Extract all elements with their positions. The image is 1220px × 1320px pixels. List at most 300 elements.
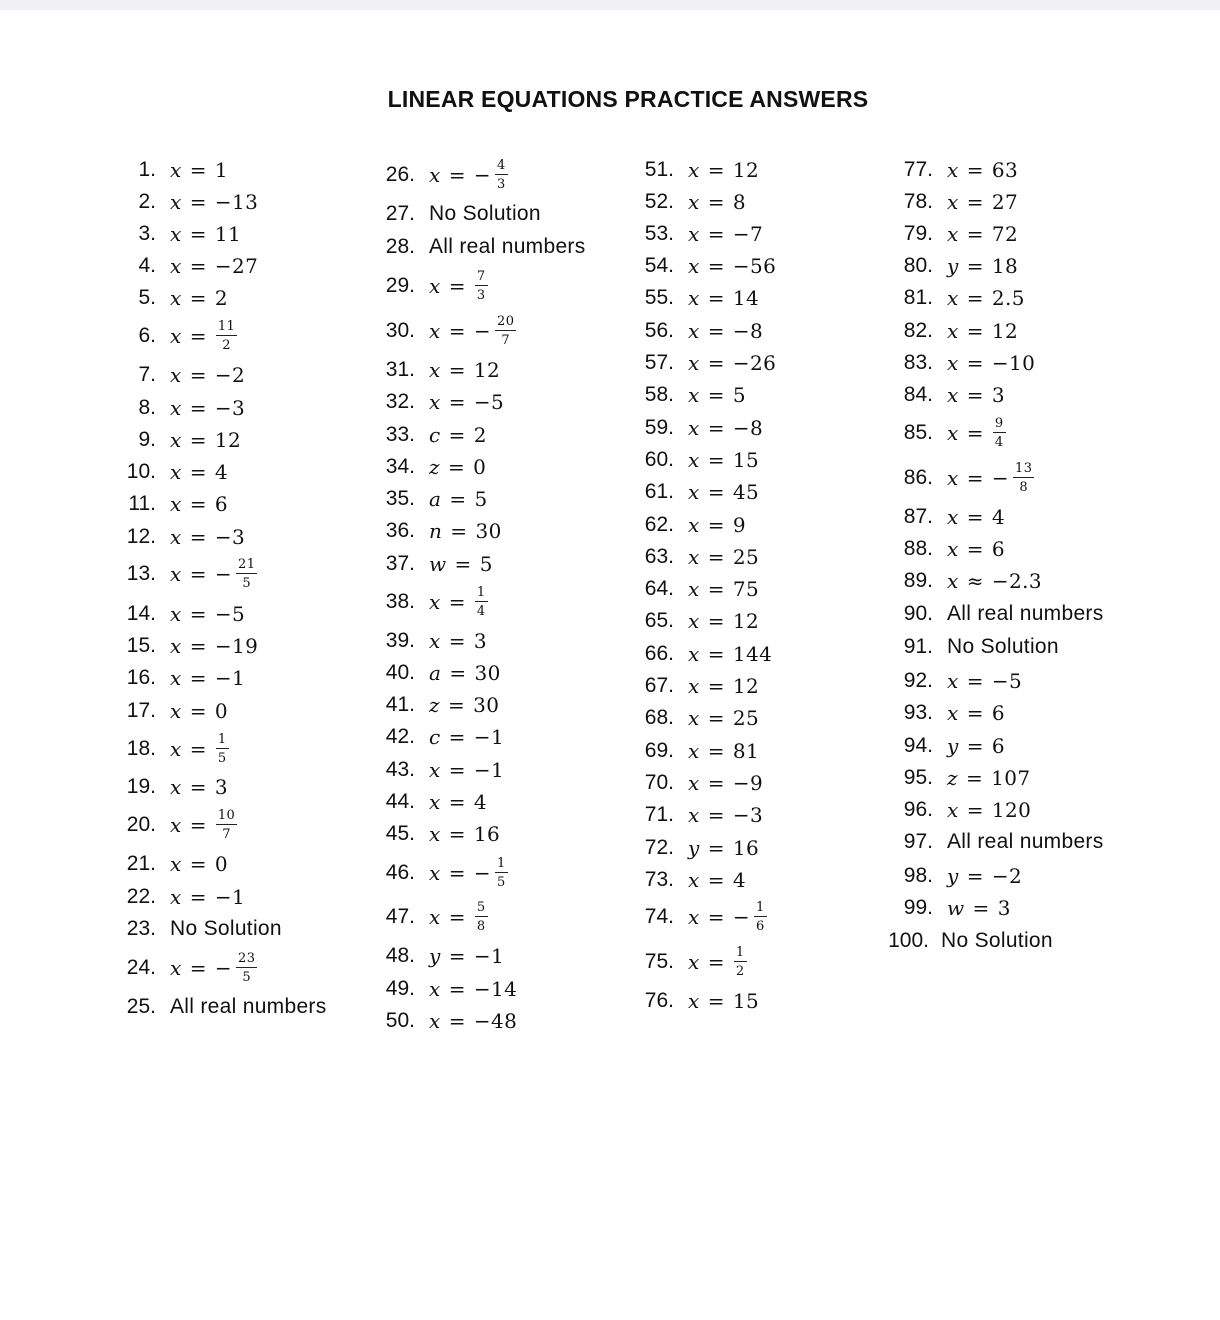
answer-number: 96. <box>903 798 933 821</box>
answer-equation <box>688 771 763 795</box>
relation-sign: = <box>448 423 466 447</box>
variable: x <box>429 861 441 885</box>
fraction-denominator: 8 <box>476 919 486 934</box>
answer-item <box>630 416 763 440</box>
answer-item <box>112 286 228 310</box>
variable: x <box>688 771 700 795</box>
relation-sign: = <box>447 693 466 717</box>
variable: x <box>947 798 959 822</box>
relation-sign: = <box>448 390 466 414</box>
answer-text: All real numbers <box>429 235 586 258</box>
fraction-denominator: 5 <box>497 875 506 890</box>
answer-value: −5 <box>214 602 246 626</box>
answer-item <box>371 519 502 543</box>
variable: y <box>947 864 959 888</box>
answer-number: 82. <box>903 319 933 342</box>
answer-equation <box>429 358 500 382</box>
answer-value: 14 <box>732 286 760 310</box>
answer-number: 2. <box>138 190 156 213</box>
variable: x <box>947 158 959 182</box>
negative-sign: − <box>732 905 751 929</box>
answer-item <box>630 642 772 666</box>
variable: x <box>688 416 700 440</box>
answer-item <box>889 505 1005 529</box>
answer-item <box>371 977 517 1001</box>
answer-item <box>630 448 759 472</box>
answer-value: −9 <box>732 771 764 795</box>
relation-sign: = <box>189 525 207 549</box>
variable: x <box>688 319 700 343</box>
answer-value: −8 <box>732 416 764 440</box>
relation-sign: = <box>189 492 207 516</box>
variable: x <box>429 163 441 187</box>
answer-item <box>112 460 228 484</box>
fraction-denominator: 3 <box>476 288 486 303</box>
relation-sign: = <box>966 190 984 214</box>
answer-value: 75 <box>732 577 760 601</box>
answer-equation <box>429 270 488 302</box>
variable: x <box>947 383 959 407</box>
answer-item <box>371 586 488 618</box>
answer-value: −1 <box>214 885 246 909</box>
answer-item <box>112 320 237 352</box>
answer-number: 9. <box>138 428 156 451</box>
answer-number: 77. <box>903 158 933 181</box>
answer-number: 45. <box>385 822 415 845</box>
answer-number: 42. <box>385 725 415 748</box>
answer-equation <box>688 416 763 440</box>
answer-value: 5 <box>732 383 746 407</box>
answer-number: 44. <box>385 790 415 813</box>
answer-number: 50. <box>385 1009 415 1032</box>
answer-equation <box>429 758 504 782</box>
relation-sign: = <box>707 674 725 698</box>
answer-equation <box>170 634 258 658</box>
answer-item <box>630 545 759 569</box>
answer-value: 25 <box>732 706 760 730</box>
answer-value: 1 <box>214 158 228 182</box>
relation-sign: = <box>189 428 207 452</box>
answer-number: 32. <box>385 390 415 413</box>
answer-item <box>112 885 245 909</box>
answer-number: 66. <box>644 642 674 665</box>
answer-number: 62. <box>644 513 674 536</box>
fraction <box>216 320 237 352</box>
variable: x <box>429 590 441 614</box>
answer-number: 48. <box>385 944 415 967</box>
answer-item <box>371 390 504 414</box>
answer-item <box>371 423 487 447</box>
answer-number: 16. <box>126 666 156 689</box>
relation-sign: = <box>189 956 207 980</box>
answer-value: 3 <box>214 775 228 799</box>
answer-value: −56 <box>732 254 777 278</box>
answer-number: 97. <box>903 830 933 853</box>
fraction-denominator: 4 <box>476 604 486 619</box>
fraction-denominator: 6 <box>756 919 765 934</box>
answer-number: 24. <box>126 956 156 979</box>
answer-value: 3 <box>473 629 487 653</box>
variable: x <box>429 758 441 782</box>
answer-equation <box>688 739 759 763</box>
variable: x <box>688 190 700 214</box>
relation-sign: = <box>189 699 207 723</box>
variable: z <box>429 693 440 717</box>
answer-number: 53. <box>644 222 674 245</box>
answer-item <box>889 417 1006 449</box>
variable: x <box>688 545 700 569</box>
answer-item <box>889 158 1018 182</box>
relation-sign: = <box>707 609 725 633</box>
variable: x <box>688 803 700 827</box>
answer-value: 16 <box>473 822 501 846</box>
negative-sign: − <box>473 861 492 885</box>
variable: x <box>688 868 700 892</box>
answer-number: 7. <box>138 363 156 386</box>
answer-equation <box>688 706 759 730</box>
answer-value: −1 <box>473 725 505 749</box>
answer-equation <box>429 159 508 191</box>
answer-value: 4 <box>214 460 228 484</box>
relation-sign: = <box>707 254 725 278</box>
answer-item <box>371 725 504 749</box>
variable: y <box>429 944 441 968</box>
answer-value: 2 <box>473 423 487 447</box>
answer-item <box>630 946 747 978</box>
answer-item <box>371 487 488 511</box>
answer-number: 87. <box>903 505 933 528</box>
answer-equation <box>170 525 245 549</box>
fraction <box>216 733 229 765</box>
answer-value: 25 <box>732 545 760 569</box>
answer-value: −5 <box>473 390 505 414</box>
answer-item <box>630 254 776 278</box>
answer-value: 3 <box>991 383 1005 407</box>
answer-value: 6 <box>991 537 1005 561</box>
answer-item <box>889 864 1022 888</box>
answer-equation <box>947 417 1006 449</box>
variable: z <box>947 766 958 790</box>
answer-number: 70. <box>644 771 674 794</box>
answer-value: 16 <box>732 836 760 860</box>
variable: x <box>947 701 959 725</box>
answer-number: 71. <box>644 803 674 826</box>
answer-equation <box>429 455 486 479</box>
answer-equation <box>429 315 516 347</box>
answer-value: 2 <box>214 286 228 310</box>
answer-number: 3. <box>138 222 156 245</box>
answer-value: 0 <box>214 699 228 723</box>
answer-equation <box>170 320 237 352</box>
variable: x <box>170 460 182 484</box>
answer-equation <box>688 836 759 860</box>
answer-equation <box>947 319 1018 343</box>
fraction-denominator: 2 <box>735 964 745 979</box>
relation-sign: = <box>448 861 466 885</box>
answer-equation <box>947 286 1025 310</box>
variable: x <box>170 190 182 214</box>
answer-value: 12 <box>732 674 760 698</box>
answer-equation <box>170 460 228 484</box>
fraction-numerator: 7 <box>476 269 486 284</box>
answer-item <box>112 222 241 246</box>
answer-item <box>630 803 763 827</box>
fraction-numerator: 23 <box>238 951 256 966</box>
answer-value: −1 <box>214 666 246 690</box>
answer-item <box>112 917 282 941</box>
answer-item <box>371 857 508 889</box>
answer-equation <box>429 944 504 968</box>
answer-equation <box>429 857 508 889</box>
answer-value: −3 <box>732 803 764 827</box>
fraction-numerator: 21 <box>238 557 256 572</box>
answer-item <box>371 758 504 782</box>
answer-item <box>112 190 258 214</box>
answer-number: 22. <box>126 885 156 908</box>
answer-item <box>630 286 759 310</box>
variable: x <box>429 319 441 343</box>
relation-sign: = <box>189 813 207 837</box>
relation-sign: = <box>189 286 207 310</box>
relation-sign: = <box>189 222 207 246</box>
answer-number: 100. <box>888 929 929 952</box>
relation-sign: = <box>707 771 725 795</box>
answer-number: 55. <box>644 286 674 309</box>
answer-value: 0 <box>473 455 487 479</box>
answer-equation <box>429 1009 517 1033</box>
answer-number: 29. <box>385 274 415 297</box>
answer-value: 4 <box>991 505 1005 529</box>
answer-number: 28. <box>385 235 415 258</box>
relation-sign: = <box>707 222 725 246</box>
answer-value: 81 <box>732 739 760 763</box>
answer-item <box>112 699 228 723</box>
answer-item <box>371 1009 517 1033</box>
answer-number: 38. <box>385 590 415 613</box>
answer-number: 83. <box>903 351 933 374</box>
fraction-numerator: 4 <box>497 158 506 173</box>
answer-value: 9 <box>732 513 746 537</box>
variable: x <box>170 286 182 310</box>
answer-item <box>112 634 258 658</box>
relation-sign: = <box>707 868 725 892</box>
answer-value: −27 <box>214 254 259 278</box>
answer-equation <box>947 798 1031 822</box>
relation-sign: = <box>707 286 725 310</box>
answer-value: −10 <box>991 351 1036 375</box>
variable: x <box>170 525 182 549</box>
answer-value: 27 <box>991 190 1019 214</box>
relation-sign: = <box>966 254 984 278</box>
answer-value: −2 <box>991 864 1023 888</box>
answer-value: 63 <box>991 158 1019 182</box>
negative-sign: − <box>991 466 1010 490</box>
answer-item <box>630 480 759 504</box>
answer-equation <box>170 396 245 420</box>
answer-item <box>889 635 1059 659</box>
answer-value: −26 <box>732 351 777 375</box>
answer-value: 2.5 <box>991 286 1025 310</box>
answer-equation <box>688 868 746 892</box>
relation-sign: = <box>449 661 467 685</box>
answer-value: −2.3 <box>991 569 1043 593</box>
variable: x <box>170 254 182 278</box>
answer-item <box>630 319 763 343</box>
answer-equation <box>688 901 767 933</box>
answer-text: All real numbers <box>947 602 1104 625</box>
answer-number: 8. <box>138 396 156 419</box>
answer-number: 59. <box>644 416 674 439</box>
variable: x <box>947 569 959 593</box>
answer-number: 25. <box>126 995 156 1018</box>
answer-equation <box>429 822 500 846</box>
answer-number: 41. <box>385 693 415 716</box>
answer-item <box>371 358 500 382</box>
answer-value: 6 <box>991 701 1005 725</box>
variable: x <box>170 428 182 452</box>
answer-value: 4 <box>732 868 746 892</box>
answer-equation <box>688 642 772 666</box>
answer-item <box>889 222 1018 246</box>
answer-equation <box>947 505 1005 529</box>
answer-item <box>112 254 258 278</box>
relation-sign: = <box>707 416 725 440</box>
variable: x <box>170 634 182 658</box>
variable: x <box>688 950 700 974</box>
fraction <box>236 952 257 984</box>
relation-sign: = <box>966 505 984 529</box>
answer-item <box>112 602 245 626</box>
fraction-denominator: 5 <box>242 970 252 985</box>
answer-equation <box>170 428 241 452</box>
answer-item <box>630 989 759 1013</box>
answer-equation <box>429 661 501 685</box>
answer-equation <box>688 286 759 310</box>
answer-equation <box>429 519 502 543</box>
fraction <box>216 809 237 841</box>
variable: x <box>688 254 700 278</box>
answer-number: 6. <box>138 324 156 347</box>
answer-number: 11. <box>128 492 156 515</box>
relation-sign: = <box>707 905 725 929</box>
answer-equation <box>170 190 258 214</box>
answer-number: 95. <box>903 766 933 789</box>
answer-item <box>889 896 1011 920</box>
answer-number: 99. <box>903 896 933 919</box>
answer-number: 69. <box>644 739 674 762</box>
answer-number: 4. <box>138 254 156 277</box>
relation-sign: = <box>448 790 466 814</box>
answer-equation <box>429 586 488 618</box>
variable: x <box>688 739 700 763</box>
answer-equation <box>429 977 517 1001</box>
relation-sign: = <box>448 977 466 1001</box>
answer-equation <box>688 351 776 375</box>
answer-number: 36. <box>385 519 415 542</box>
answer-number: 20. <box>126 813 156 836</box>
variable: x <box>947 351 959 375</box>
answer-item <box>889 351 1035 375</box>
relation-sign: = <box>448 1009 466 1033</box>
variable: x <box>429 905 441 929</box>
variable: n <box>429 519 443 543</box>
answer-number: 91. <box>903 635 933 658</box>
answer-equation <box>688 254 776 278</box>
relation-sign: = <box>189 254 207 278</box>
variable: x <box>688 989 700 1013</box>
answer-item <box>889 569 1042 593</box>
answer-equation <box>429 901 488 933</box>
relation-sign: = <box>448 725 466 749</box>
answer-item <box>112 995 327 1019</box>
answer-item <box>889 537 1005 561</box>
answer-equation <box>688 480 759 504</box>
answer-value: 15 <box>732 448 760 472</box>
fraction-numerator: 1 <box>476 585 486 600</box>
fraction-numerator: 1 <box>735 945 745 960</box>
answer-item <box>112 428 241 452</box>
answer-equation <box>170 602 245 626</box>
answer-item <box>889 383 1005 407</box>
answer-item <box>630 222 763 246</box>
answer-item <box>112 666 245 690</box>
answer-value: −1 <box>473 944 505 968</box>
answer-text: All real numbers <box>947 830 1104 853</box>
relation-sign: = <box>189 634 207 658</box>
answer-item <box>630 609 759 633</box>
relation-sign: = <box>972 896 990 920</box>
answer-equation <box>170 733 229 765</box>
answer-value: −7 <box>732 222 764 246</box>
answer-number: 47. <box>385 905 415 928</box>
fraction-denominator: 5 <box>242 576 252 591</box>
answer-equation <box>688 803 763 827</box>
relation-sign: = <box>707 513 725 537</box>
answer-value: 8 <box>732 190 746 214</box>
fraction-numerator: 11 <box>217 319 236 334</box>
relation-sign: ≈ <box>966 569 984 593</box>
answer-equation <box>688 577 759 601</box>
variable: x <box>688 286 700 310</box>
answer-number: 18. <box>126 737 156 760</box>
variable: c <box>429 725 441 749</box>
variable: w <box>947 896 965 920</box>
answer-item <box>630 513 746 537</box>
answer-value: 11 <box>214 222 242 246</box>
answer-number: 89. <box>903 569 933 592</box>
answer-number: 78. <box>903 190 933 213</box>
answer-number: 86. <box>903 466 933 489</box>
answer-item <box>371 455 486 479</box>
variable: x <box>170 222 182 246</box>
answer-equation <box>947 190 1018 214</box>
answer-number: 72. <box>644 836 674 859</box>
variable: x <box>688 642 700 666</box>
relation-sign: = <box>707 989 725 1013</box>
negative-sign: − <box>214 562 233 586</box>
answer-equation <box>947 864 1022 888</box>
answer-number: 81. <box>903 286 933 309</box>
answer-number: 12. <box>126 525 156 548</box>
relation-sign: = <box>707 158 725 182</box>
fraction-denominator: 5 <box>217 751 227 766</box>
answer-equation <box>429 693 499 717</box>
answer-value: −13 <box>214 190 259 214</box>
answer-item <box>112 158 228 182</box>
answer-item <box>630 351 776 375</box>
answer-number: 60. <box>644 448 674 471</box>
answer-item <box>889 319 1018 343</box>
